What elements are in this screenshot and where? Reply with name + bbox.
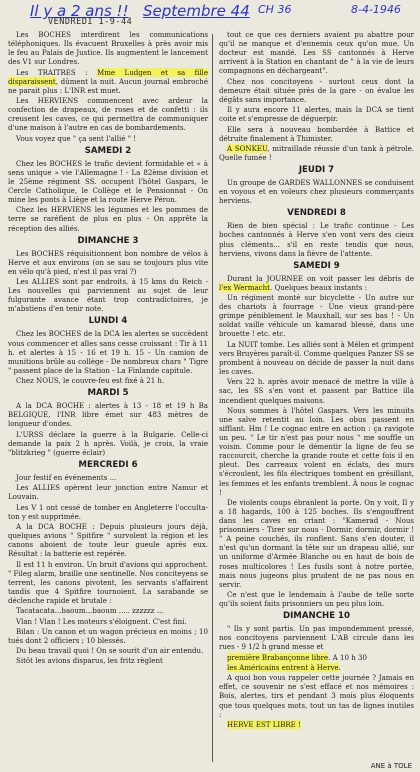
paragraph-text: , mitraillade réussie d'un tank à pétrole. Quelle fumée ! [219,143,414,162]
paragraph [8,68,208,95]
paragraph [219,663,414,672]
paragraph: Chez les BOCHES de la DCA les alertes se succèdent vous commencer et alles sans cesse croissant : Tir à 11 h. et alertes à 15 - 16 et 19 h. 15 - Un camion de munitions brûle au collège - De nombreux chars " Tigre " passent place de la Station - La Finlande capitule. [8,329,208,375]
paragraph: " Ils y sont partis. Un pas impondemment pressé, nos concitoyens parviennent L'AB circule dans les rues - 9 1/2 h grand messe et [219,624,414,652]
paragraph: Un régiment monté sur bicyclette - Un autre sur des chariots à fourrage - Une vieux grand-père grimpe péniblement le Mauxhall, sur ses bas ! - Un soldat vaille véhicule un kamarad blessé, dans une brouette ! etc. etc. [219,293,414,339]
day-heading: MERCREDI 6 [78,459,138,470]
day-heading: SAMEDI 2 [84,145,132,156]
right-column [219,30,414,770]
paragraph: tout ce que ces derniers avaient pu abattre pour qu'il ne manque et d'ennemis ceux qu'on mue. Un docteur est mandé. Les SS cantonnés à Herve arrivent à la Station en chantant de " à la vie de leurs compagnons en déchargeant". [219,30,414,76]
handwritten-date: 8-4-1946 [351,3,401,16]
paragraph: Tacatacata...baoum...baoum ..... zzzzzz ... [16,606,164,616]
date-stamp: VENDREDI 1-9-44 [48,17,133,27]
paragraph: A la DCA BOCHE : Depuis plusieurs jours déjà, quelques avions " Spitfire " survolent la région et les canons aboient de toute leur gueule après eux. Résultat : la batterie est repérée. [8,522,208,559]
paragraph: Jour festif en événements ... [16,472,117,482]
paragraph [219,144,414,162]
footer-tag: ANE à TOLE [370,762,412,770]
paragraph: A quoi bon vous rappeler cette journée ? Jamais en effet, ce souvenir ne s'est effacé et nos mémoires : Bois, alertes, tirs et pendant 3 mois plus éloquents que tous quelques mots, tout un tas de lignes inutiles : [219,673,414,719]
highlighted-text: HERVE EST LIBRE ! [227,719,301,729]
paragraph: Les ALLIES sont par endroits, à 15 kms du Reich - Les nouvelles qui parviennent au sujet de leur fulgurante avance étant trop contradictoires, je m'abstiens d'en tenir note. [8,277,208,314]
highlighted-text: première Brabançonne libre [227,652,329,662]
paragraph: Ce n'est que le lendemain à l'aube de telle sorte qu'ils soient faits prisonniers un peu plus loin. [219,590,414,609]
paragraph: Il est 11 h environ. Un bruit d'avions qui approchent. " Fileg alarm, braille une sentinelle. Nos conciteyens se terrent, les canons pivotent, les servants s'affairent tandis que 4 Spitfire tournoient. La sarabande se déclenche rapide et brutale : [8,559,208,605]
highlighted-text: A SONKEU [227,143,268,153]
day-heading: SAMEDI 9 [293,260,340,271]
paragraph: Chez NOUS, le couvre-feu est fixé à 21 h. [16,376,165,386]
paragraph: Elle sera à nouveau bombardée à Battice et détruite finalement à Thimister. [219,124,414,143]
paragraph-text: Les TRAITRES : [16,67,98,77]
day-heading: LUNDI 4 [88,316,128,327]
paragraph: Vlan ! Vlan ! Les moteurs s'éloignent. C'est fini. [16,616,187,626]
day-heading: DIMANCHE 3 [77,235,139,246]
day-heading: MARDI 5 [87,388,129,399]
paragraph: Vers 22 h. après avoir menacé de mettre la ville à sac, les SS s'en vont et passent par Battice illa incendient quelques maisons. [219,377,414,405]
paragraph: Chez nos concitoyens - surtout ceux dont la demeure était située près de la gare - on évalue les dégâts sans importance. [219,76,414,104]
paragraph: Vous voyez que " ça sent l'allié " ! [16,133,137,143]
paragraph: Rien de bien spécial : Le trafic continue - Les boches cantonnés à Herve s'en vont vers des cieux plus cléments... s'il en reste tendis que nous, herviens, vivons dans la fièvre de l'attente. [219,221,414,258]
paragraph: Chez les BOCHES le trafic devient formidable et « à sens unique » vie l'Allemagne ! - La 82ème division et le 25ème régiment SS. occupent l'hôtel Gaspars, le Cercle Catholique, le Collège et le Pensionnat - On mine les ponts à Liège et la route Herve Péron. [8,158,208,205]
paragraph: L'URSS déclare la guerre à la Bulgarie. Celle-ci demande la paix 2 h après. Voilà, je crois, la vraie "blitzkrieg " (guerre éclair) [8,429,208,457]
paragraph: Un groupe de GARDES WALLONNES se conduisent en voyous et en voleurs chez plusieurs commerçants herviens. [219,178,414,206]
paragraph: De violents coups ébranlent la porte. On y voit, Il y a 18 hagards, 100 à 125 boches. Ils s'engouffrent dans les caves en criant : "Kamerad - Nous prisonniers - Tirer sur nous - Dormir, dormir, dormir ! " A peine couchés, ils ronflent. Sans s'en douter, il n'est qu'un dormant la tête sur un drapeau allié, sur un uniforme d'Armée Blanche ou en haut de bois de roses multicolores ! Les fusils sont à notre portée, mais nous jugeons plus prudent de ne pas nous en servir. [219,497,414,589]
paragraph: Les V 1 ont cessé de tomber en Angleterre l'occulta-ton y est supprimée. [8,502,208,521]
paragraph-text: . Quelques beaux instants : [269,282,367,292]
paragraph-text: , dûment la nuit. Aucun journal embroché ne parait plus : L'INR est muet. [8,76,208,95]
paragraph-text: . [338,662,341,672]
paragraph: Les BOCHES réquisitionnent bon nombre de vélos à Herve et aux environs (on se sau se toujours plus vite en vélo qu'à pied, n'est il pas vrai ?) [8,248,208,276]
paragraph [219,720,414,729]
day-heading: VENDREDI 8 [287,208,346,219]
paragraph [219,274,414,292]
highlighted-text: Mme Ludgen et sa fille disparaissent [8,67,208,86]
day-heading: JEUDI 7 [298,165,335,176]
paragraph: Du beau travail quoi ! On se sourit d'un air entendu. [16,646,204,656]
paragraph: A la DCA BOCHE : alertes à 13 - 18 et 19 h Ba BELGIQUE, l'INR libre émet sur 483 mètres de longueur d'ondes. [8,401,208,429]
highlighted-text: l'ex Wermacht [219,282,270,292]
paragraph [219,653,414,662]
paragraph: La NUIT tombe. Les alliés sont à Mélen et grimpent vers Bruyères paraît-il. Comme quelques Panzer SS se prombent à nouveau on décide de passer la nuit dans les caves. [219,339,414,377]
column-divider [212,34,213,762]
paragraph-text: . A 10 h 30 [328,652,367,662]
day-heading: DIMANCHE 10 [282,611,351,622]
paragraph: Les ALLIES opèrent leur jonction entre Namur et Louvain. [8,483,208,502]
handwritten-header [8,2,418,28]
paragraph: Les HERVIENS commencent avec ardeur la confection de drapeaux, de roses et de confetti : ils creusent les caves, ce qui permettra de communiquer d'une maison à l'autre en cas de bombardements. [8,96,208,133]
paragraph: Sitôt les avions disparus, les fritz règlent [16,656,163,666]
highlighted-text: les Américains entrent à Herve [227,662,339,672]
article-body [0,30,420,770]
paragraph: Chez les HERVIENS les légumes et les pommes de terre se raréfient de plus en plus - On apprête la réception des alliés. [8,205,208,233]
paragraph-text: Durant la JOURNEE on voit passer les débris de [227,273,414,283]
paragraph: Nous sommes à l'hôtel Gaspars. Vers les minuits une salve retentit au loin. Les obus passent en sifflant. Hm ! Le cognac entre en action : ça ravigote un peu. " Le tir n'est pas pour nous " me souffle un voisin. Comme pour le démentir la ligne de feu se raccourcit, cherche la grande route et cette fois il en pleut. Des carreaux volent en éclats, des murs s'écroulent, les fils électriques tombent en grésillant, les femmes et les enfants tremblent. À nous le cognac ! [219,405,414,497]
paragraph: Bilan : Un canon et un wagon précieux en moins ; 10 tués dont 2 officiers ; 10 blessés. [8,626,208,645]
left-column [8,30,208,770]
handwritten-title: Il y a 2 ans !! [30,2,129,20]
paragraph: Les BOCHES interdirent les communications téléphoniques. Ils évacuent Bruxelles à près avoir mis le feu au Palais de Justice. Ils augmentent le lancement des V1 sur Londres. [8,30,208,67]
paragraph: Il y aura encore 11 alertes, mais la DCA se tient coite et s'empresse de déguerpir. [219,105,414,124]
handwritten-month: Septembre 44 [143,2,250,20]
handwritten-reference: CH 36 [258,3,292,16]
